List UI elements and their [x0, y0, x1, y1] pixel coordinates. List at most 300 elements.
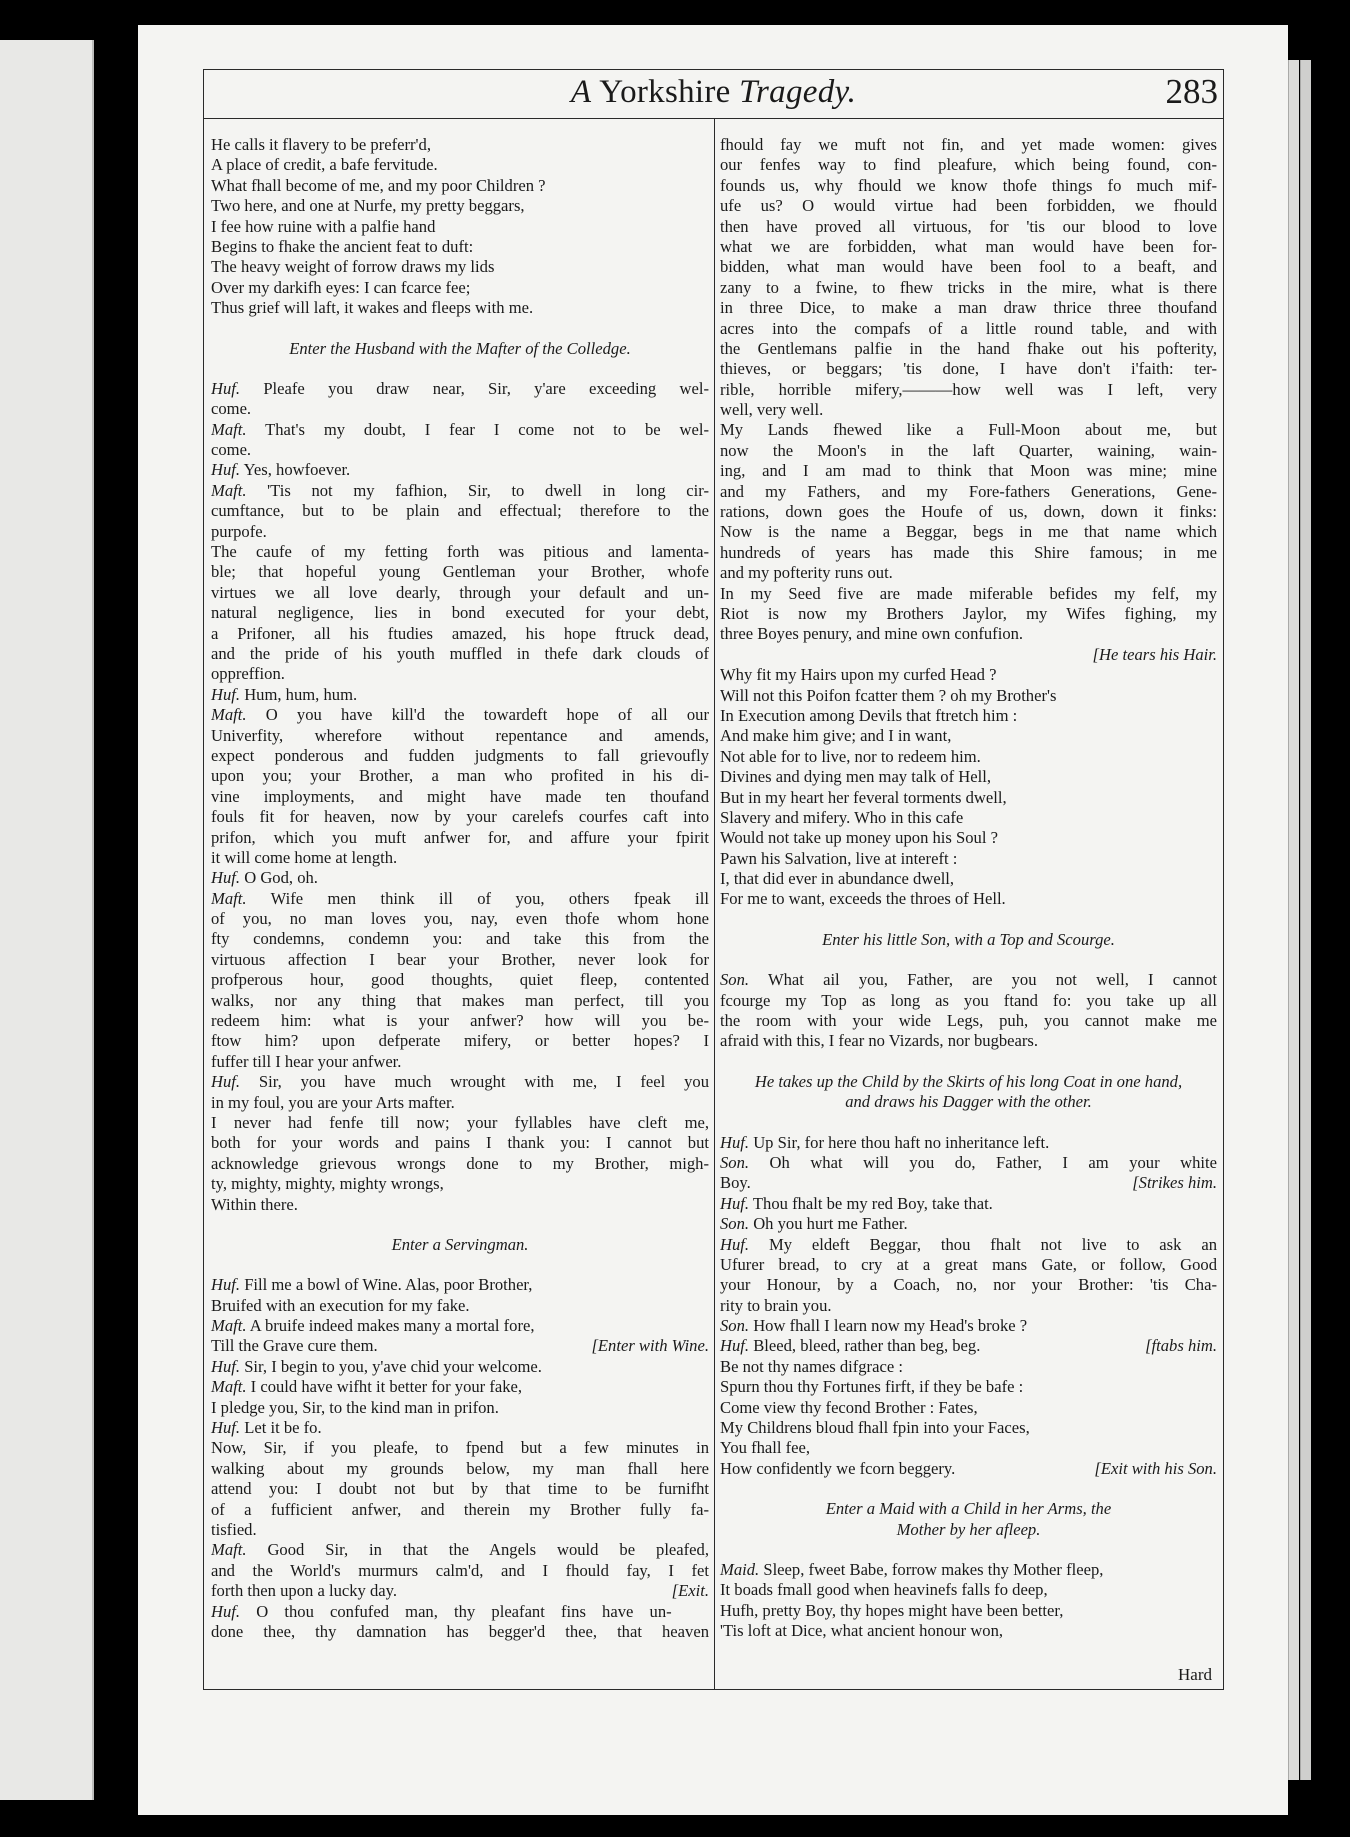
- text-line: [211, 1438, 709, 1458]
- page-number: 283: [1165, 72, 1218, 111]
- exit-direction: [Strikes him.: [1132, 1173, 1217, 1193]
- line-text: fouls fit for heaven, now by your carelefs courfes caft into: [211, 807, 709, 827]
- speaker-prefix: Huf.: [211, 684, 241, 704]
- text-line: [720, 196, 1217, 216]
- text-line: [211, 1113, 709, 1133]
- line-text: our fenfes way to find pleafure, which being found, con-: [720, 155, 1217, 175]
- text-line: [211, 1398, 709, 1418]
- line-text: and my Fathers, and my Fore-fathers Generations, Gene-: [720, 481, 1217, 501]
- text-line: [211, 1093, 709, 1113]
- line-text: rity to brain you.: [720, 1295, 832, 1315]
- text-line: [720, 420, 1217, 440]
- speaker-prefix: Son.: [720, 1152, 750, 1172]
- line-text: of a fufficient anfwer, and therein my Brother fully fa-: [211, 1499, 709, 1519]
- text-line: [211, 278, 709, 298]
- line-gap: [720, 1052, 1217, 1072]
- text-line: [720, 828, 1217, 848]
- line-text: ing, and I am mad to think that Moon was mine; mine: [720, 461, 1217, 481]
- line-text: virtuous affection I bear your Brother, never look for: [211, 949, 709, 969]
- line-text: acknowledge grievous wrongs done to my Brother, migh-: [211, 1153, 709, 1173]
- line-text: Ufurer bread, to cry at a great mans Gate, or follow, Good: [720, 1254, 1217, 1274]
- text-line: [211, 644, 709, 664]
- line-text: Now, Sir, if you pleafe, to fpend but a few minutes in: [211, 1438, 709, 1458]
- line-text: ble; that hopeful young Gentleman your Brother, whofe: [211, 562, 709, 582]
- line-text: Begins to fhake the ancient feat to duft:: [211, 236, 474, 256]
- text-line: [211, 237, 709, 257]
- line-text: O thou confufed man, thy pleafant fins have un-: [240, 1601, 672, 1621]
- speaker-prefix: Maft.: [211, 705, 247, 725]
- line-text: What ail you, Father, are you not well, I cannot: [749, 970, 1217, 990]
- text-line: [211, 991, 709, 1011]
- line-text: your Honour, by a Coach, no, nor your Brother: 'tis Cha-: [720, 1275, 1217, 1295]
- line-text: My Lands fhewed like a Full-Moon about me, but: [720, 420, 1217, 440]
- line-text: fcourge my Top as long as you ftand fo: you take up all: [720, 990, 1217, 1010]
- text-line: [211, 562, 709, 582]
- line-text: what we are forbidden, what man would have been for-: [720, 236, 1217, 256]
- text-line: [720, 665, 1217, 685]
- line-text: forth then upon a lucky day.: [211, 1581, 398, 1601]
- line-text: a Prifoner, all his ftudies amazed, his hope ftruck dead,: [211, 623, 709, 643]
- text-line: [720, 400, 1217, 420]
- line-text: virtues we all love dearly, through your default and un-: [211, 582, 709, 602]
- stage-direction: He takes up the Child by the Skirts of his long Coat in one hand,: [754, 1071, 1183, 1091]
- line-text: it will come home at length.: [211, 847, 398, 867]
- line-text: How fhall I learn now my Head's broke ?: [749, 1316, 1028, 1336]
- text-line: [211, 1377, 709, 1397]
- line-text: profperous hour, good thoughts, quiet fleep, contented: [211, 970, 709, 990]
- line-text: in three Dice, to make a man draw thrice three thoufand: [720, 298, 1217, 318]
- text-line: [211, 889, 709, 909]
- text-line: [720, 1235, 1217, 1255]
- line-text: Up Sir, for here thou haft no inheritance left.: [749, 1132, 1050, 1152]
- text-line: [720, 1011, 1217, 1031]
- exit-direction: [He tears his Hair.: [1092, 644, 1217, 664]
- line-text: vine imployments, and might have made ten thoufand: [211, 786, 709, 806]
- stage-direction: Enter a Servingman.: [391, 1234, 529, 1254]
- line-text: fty condemns, condemn you: and take this from the: [211, 929, 709, 949]
- line-text: Thus grief will laft, it wakes and fleeps with me.: [211, 298, 534, 318]
- line-text: Wife men think ill of you, others fpeak ill: [246, 888, 709, 908]
- text-line: [211, 298, 709, 318]
- text-line: [720, 1398, 1217, 1418]
- speaker-prefix: Huf.: [211, 1275, 241, 1295]
- text-line: [211, 399, 709, 419]
- text-line: [720, 991, 1217, 1011]
- line-text: and my pofterity runs out.: [720, 563, 893, 583]
- line-text: three Boyes penury, and mine own confufion.: [720, 624, 1024, 644]
- text-line: [211, 379, 709, 399]
- line-text: For me to want, exceeds the throes of Hell.: [720, 889, 1006, 909]
- line-text: But in my heart her feveral torments dwell,: [720, 787, 1007, 807]
- text-line: [211, 1072, 709, 1092]
- line-text: now the Moon's in the laft Quarter, waining, wain-: [720, 440, 1217, 460]
- line-gap: [720, 1113, 1217, 1133]
- text-line: [720, 278, 1217, 298]
- speaker-prefix: Huf.: [211, 378, 241, 398]
- column-rule: [714, 118, 715, 1690]
- text-line: [211, 787, 709, 807]
- text-line: [211, 766, 709, 786]
- stage-direction: Enter the Husband with the Mafter of the Colledge.: [289, 338, 631, 358]
- text-line: [720, 217, 1217, 237]
- line-text: afraid with this, I fear no Vizards, nor bugbears.: [720, 1031, 1039, 1051]
- line-text: upon you; your Brother, a man who profited in his di-: [211, 766, 709, 786]
- text-line: [720, 706, 1217, 726]
- text-line: [720, 1316, 1217, 1336]
- line-text: I never had fenfe till now; your fyllables have cleft me,: [211, 1112, 709, 1132]
- speaker-prefix: Son.: [720, 1316, 750, 1336]
- line-text: In Execution among Devils that ftretch him :: [720, 705, 1018, 725]
- running-header: [203, 72, 1224, 118]
- text-line: [720, 1438, 1217, 1458]
- text-line: [720, 645, 1217, 665]
- speaker-prefix: Maft.: [211, 419, 247, 439]
- line-text: founds us, why fhould we know thofe things fo much mif-: [720, 175, 1217, 195]
- text-line: [720, 461, 1217, 481]
- left-column: [211, 135, 709, 1642]
- text-line: [211, 624, 709, 644]
- text-line: [211, 848, 709, 868]
- text-line: [211, 1275, 709, 1295]
- line-text: the Gentlemans palfie in the hand fhake out his pofterity,: [720, 338, 1217, 358]
- line-text: Boy.: [720, 1173, 751, 1193]
- line-text: Bleed, bleed, rather than beg, beg.: [749, 1336, 981, 1356]
- text-line: [211, 1154, 709, 1174]
- speaker-prefix: Maid.: [720, 1560, 760, 1579]
- line-text: fhould fay we muft not fin, and yet made women: gives: [720, 135, 1217, 154]
- speaker-prefix: Huf.: [720, 1234, 750, 1254]
- line-text: My eldeft Beggar, thou fhalt not live to ask an: [749, 1234, 1217, 1254]
- line-text: and the pride of his youth muffled in thefe dark clouds of: [211, 643, 709, 663]
- text-line: [720, 1153, 1217, 1173]
- text-line: [211, 685, 709, 705]
- line-text: prifon, which you muft anfwer for, and affure your fpirit: [211, 827, 709, 847]
- text-line: [720, 747, 1217, 767]
- text-line: [211, 481, 709, 501]
- text-line: [720, 257, 1217, 277]
- line-text: How confidently we fcorn beggery.: [720, 1458, 956, 1478]
- line-text: I pledge you, Sir, to the kind man in prifon.: [211, 1397, 499, 1417]
- line-text: Sleep, fweet Babe, forrow makes thy Mother fleep,: [759, 1560, 1104, 1579]
- line-gap: [211, 1215, 709, 1235]
- line-text: My Childrens bloud fhall fpin into your Faces,: [720, 1418, 1030, 1438]
- text-line: [720, 788, 1217, 808]
- stage-direction: Mother by her afleep.: [896, 1519, 1041, 1539]
- line-text: tisfied.: [211, 1520, 257, 1539]
- line-text: then have proved all virtuous, for 'tis our blood to love: [720, 216, 1217, 236]
- text-line: [720, 441, 1217, 461]
- text-line: [211, 1133, 709, 1153]
- text-line: [211, 1031, 709, 1051]
- line-text: natural negligence, lies in bond executed for your debt,: [211, 603, 709, 623]
- speaker-prefix: Huf.: [211, 868, 241, 888]
- line-text: in my foul, you are your Arts mafter.: [211, 1092, 455, 1112]
- speaker-prefix: Maft.: [211, 888, 247, 908]
- speaker-prefix: Son.: [720, 1214, 750, 1234]
- text-line: [720, 135, 1217, 155]
- text-line: [211, 746, 709, 766]
- line-text: Let it be fo.: [240, 1418, 322, 1438]
- speaker-prefix: Maft.: [211, 1377, 247, 1397]
- line-text: come.: [211, 440, 252, 460]
- text-line: [720, 1601, 1217, 1621]
- speaker-prefix: Maft.: [211, 480, 247, 500]
- line-text: both for your words and pains I thank you: I cannot but: [211, 1133, 709, 1153]
- text-line: [720, 584, 1217, 604]
- text-line: [211, 257, 709, 277]
- line-text: rations, down goes the Houfe of us, down, down it finks:: [720, 502, 1217, 522]
- line-gap: [211, 319, 709, 339]
- text-line: [720, 624, 1217, 644]
- text-line: [720, 176, 1217, 196]
- exit-direction: [Exit.: [671, 1581, 709, 1601]
- facing-page-edge: [0, 40, 94, 1800]
- text-line: [211, 1479, 709, 1499]
- text-line: [720, 1275, 1217, 1295]
- line-text: The caufe of my fetting forth was pitious and lamenta-: [211, 542, 709, 562]
- line-text: redeem him: what is your anfwer? how will you be-: [211, 1011, 709, 1031]
- line-text: Pleafe you draw near, Sir, y'are exceeding wel-: [240, 378, 709, 398]
- line-text: Good Sir, in that the Angels would be pleafed,: [246, 1540, 709, 1560]
- text-line: [720, 686, 1217, 706]
- text-line: [211, 1195, 709, 1215]
- line-text: Fill me a bowl of Wine. Alas, poor Brother,: [240, 1275, 533, 1295]
- text-line: [720, 889, 1217, 909]
- text-line: [720, 380, 1217, 400]
- text-line: [211, 460, 709, 480]
- line-gap: [720, 950, 1217, 970]
- text-line: [720, 502, 1217, 522]
- speaker-prefix: Maft.: [211, 1316, 247, 1336]
- catchword: Hard: [1178, 1665, 1212, 1684]
- text-line: [720, 1418, 1217, 1438]
- text-line: [211, 176, 709, 196]
- line-text: Divines and dying men may talk of Hell,: [720, 767, 991, 787]
- speaker-prefix: Son.: [720, 970, 750, 990]
- text-line: [211, 217, 709, 237]
- text-line: [720, 1194, 1217, 1214]
- line-text: Sir, you have much wrought with me, I feel you: [240, 1072, 709, 1092]
- line-text: cumftance, but to be plain and effectual; therefore to the: [211, 501, 709, 521]
- exit-direction: [ftabs him.: [1145, 1336, 1217, 1356]
- line-text: Not able for to live, nor to redeem him.: [720, 746, 981, 766]
- text-line: [720, 849, 1217, 869]
- text-line: [720, 1357, 1217, 1377]
- line-gap: [720, 1479, 1217, 1499]
- text-line: [211, 950, 709, 970]
- text-line: [211, 970, 709, 990]
- text-line: [211, 196, 709, 216]
- exit-direction: [Enter with Wine.: [591, 1336, 709, 1356]
- line-text: Riot is now my Brothers Jaylor, my Wifes fighing, my: [720, 603, 1217, 623]
- line-text: Spurn thou thy Fortunes firft, if they be bafe :: [720, 1377, 1024, 1397]
- text-line: [211, 1316, 709, 1336]
- text-line: [211, 1602, 672, 1622]
- text-line: [211, 1296, 709, 1316]
- text-line: [720, 522, 1217, 542]
- text-line: [720, 563, 1217, 583]
- line-text: The heavy weight of forrow draws my lids: [211, 257, 495, 277]
- line-text: fuffer till I hear your anfwer.: [211, 1051, 402, 1071]
- text-line: [211, 1357, 709, 1377]
- line-text: Till the Grave cure them.: [211, 1336, 378, 1356]
- line-text: And make him give; and I in want,: [720, 726, 952, 746]
- line-text: Why fit my Hairs upon my curfed Head ?: [720, 665, 997, 685]
- text-line: [720, 319, 1217, 339]
- text-line: [211, 1011, 709, 1031]
- text-line: [211, 440, 709, 460]
- text-line: [720, 1255, 1217, 1275]
- text-line: [211, 1540, 709, 1560]
- text-line: [211, 807, 709, 827]
- line-text: I, that did ever in abundance dwell,: [720, 869, 955, 889]
- line-text: Would not take up money upon his Soul ?: [720, 828, 998, 848]
- line-text: A bruife indeed makes many a mortal fore,: [246, 1316, 535, 1336]
- line-text: A place of credit, a bafe fervitude.: [211, 155, 438, 175]
- text-line: [211, 909, 709, 929]
- line-text: the room with your wide Legs, puh, you cannot make me: [720, 1011, 1217, 1031]
- exit-direction: [Exit with his Son.: [1094, 1458, 1217, 1478]
- line-text: walking about my grounds below, my man fhall here: [211, 1458, 709, 1478]
- line-text: That's my doubt, I fear I come not to be wel-: [246, 419, 709, 439]
- line-text: oppreffion.: [211, 664, 285, 684]
- line-text: of you, no man loves you, nay, even thofe whom hone: [211, 909, 709, 929]
- text-line: [720, 1296, 1217, 1316]
- text-line: [720, 1377, 1217, 1397]
- text-line: [720, 1459, 1217, 1479]
- line-text: It boads fmall good when heavinefs falls fo deep,: [720, 1580, 1048, 1600]
- stage-direction: Enter his little Son, with a Top and Scourge.: [822, 929, 1115, 949]
- text-line: [720, 767, 1217, 787]
- line-gap: [720, 1540, 1217, 1560]
- line-text: In my Seed five are made miferable befides my felf, my: [720, 583, 1217, 603]
- line-text: You fhall fee,: [720, 1438, 811, 1458]
- text-line: [720, 970, 1217, 990]
- text-line: [211, 828, 709, 848]
- line-text: O God, oh.: [240, 868, 318, 888]
- line-text: thieves, or beggars; 'tis done, I have don't i'faith: ter-: [720, 359, 1217, 379]
- line-text: What fhall become of me, and my poor Children ?: [211, 175, 546, 195]
- line-text: walks, nor any thing that makes man perfect, till you: [211, 990, 709, 1010]
- text-line: [211, 603, 709, 623]
- text-line: [720, 1031, 1217, 1051]
- line-text: Bruifed with an execution for my fake.: [211, 1295, 470, 1315]
- line-text: rible, horrible mifery,———how well was I left, very: [720, 379, 1217, 399]
- text-line: [211, 1336, 709, 1356]
- line-text: Over my darkifh eyes: I can fcarce fee;: [211, 277, 471, 297]
- line-text: come.: [211, 399, 252, 419]
- text-line: [720, 1214, 1217, 1234]
- line-text: ufe us? O would virtue had been forbidden, we fhould: [720, 196, 1217, 216]
- text-line: [720, 808, 1217, 828]
- text-line: [211, 583, 709, 603]
- text-line: [211, 522, 709, 542]
- line-text: Oh what will you do, Father, I am your white: [749, 1152, 1217, 1172]
- text-line: [720, 298, 1217, 318]
- speaker-prefix: Huf.: [720, 1336, 750, 1356]
- line-text: done thee, thy damnation has begger'd thee, that heaven: [211, 1621, 709, 1641]
- text-line: [211, 135, 709, 155]
- speaker-prefix: Huf.: [211, 1601, 241, 1621]
- text-line: [211, 1500, 709, 1520]
- right-column: [720, 135, 1217, 1642]
- text-line: [720, 726, 1217, 746]
- speaker-prefix: Huf.: [211, 1072, 241, 1092]
- line-text: Thou fhalt be my red Boy, take that.: [749, 1193, 993, 1213]
- text-line: [720, 543, 1217, 563]
- text-line: [211, 868, 709, 888]
- line-gap: [720, 910, 1217, 930]
- speaker-prefix: Huf.: [211, 460, 241, 480]
- line-text: acres into the compafs of a little round table, and with: [720, 318, 1217, 338]
- text-line: [720, 482, 1217, 502]
- speaker-prefix: Huf.: [211, 1418, 241, 1438]
- line-text: expect ponderous and fudden judgments to fall grievoufly: [211, 745, 709, 765]
- text-line: [211, 1418, 709, 1438]
- line-text: Slavery and mifery. Who in this cafe: [720, 807, 964, 827]
- line-text: ty, mighty, mighty, mighty wrongs,: [211, 1174, 444, 1194]
- text-line: [211, 705, 709, 725]
- line-text: Two here, and one at Nurfe, my pretty beggars,: [211, 196, 525, 216]
- line-text: hundreds of years has made this Shire famous; in me: [720, 542, 1217, 562]
- text-line: [720, 1173, 1217, 1193]
- text-line: [211, 501, 709, 521]
- line-text: 'Tis not my fafhion, Sir, to dwell in long cir-: [246, 480, 709, 500]
- text-line: [720, 604, 1217, 624]
- line-text: Oh you hurt me Father.: [749, 1214, 908, 1234]
- page-edge: [1300, 60, 1311, 1780]
- line-text: Come view thy fecond Brother : Fates,: [720, 1397, 978, 1417]
- line-text: and the World's murmurs calm'd, and I fhould fay, I fet: [211, 1560, 709, 1580]
- text-line: [211, 1561, 709, 1581]
- line-text: He calls it flavery to be preferr'd,: [211, 135, 431, 154]
- line-text: I could have wifht it better for your fake,: [246, 1377, 523, 1397]
- line-text: I fee how ruine with a palfie hand: [211, 216, 436, 236]
- speaker-prefix: Maft.: [211, 1540, 247, 1560]
- line-text: 'Tis loft at Dice, what ancient honour won,: [720, 1621, 1004, 1641]
- line-text: purpofe.: [211, 521, 267, 541]
- text-line: [211, 1052, 709, 1072]
- line-text: Be not thy names difgrace :: [720, 1356, 903, 1376]
- speaker-prefix: Huf.: [720, 1132, 750, 1152]
- line-text: Will not this Poifon fcatter them ? oh my Brother's: [720, 685, 1057, 705]
- line-gap: [211, 359, 709, 379]
- text-line: [211, 929, 709, 949]
- text-line: [211, 1520, 709, 1540]
- line-text: O you have kill'd the towardeft hope of all our: [246, 705, 709, 725]
- text-line: [211, 1581, 709, 1601]
- page-edge: [1288, 60, 1299, 1780]
- text-line: [211, 664, 709, 684]
- line-text: zany to a fwine, to fhew tricks in the mire, what is there: [720, 277, 1217, 297]
- text-line: [720, 1621, 1217, 1641]
- text-line: [720, 339, 1217, 359]
- text-line: [720, 1560, 1217, 1580]
- text-line: [211, 1174, 709, 1194]
- line-text: well, very well.: [720, 400, 824, 420]
- text-line: [720, 359, 1217, 379]
- text-line: [211, 155, 709, 175]
- text-line: [720, 1580, 1217, 1600]
- running-title: A Yorkshire Tragedy.: [570, 74, 857, 110]
- stage-direction: and draws his Dagger with the other.: [845, 1092, 1092, 1112]
- line-text: bidden, what man would have been fool to a beaft, and: [720, 257, 1217, 277]
- line-text: attend you: I doubt not but by that time to be furnifht: [211, 1479, 709, 1499]
- line-text: Pawn his Salvation, live at intereft :: [720, 848, 958, 868]
- line-text: Hufh, pretty Boy, thy hopes might have been better,: [720, 1600, 1064, 1620]
- text-line: [720, 1336, 1217, 1356]
- text-line: [720, 1133, 1217, 1153]
